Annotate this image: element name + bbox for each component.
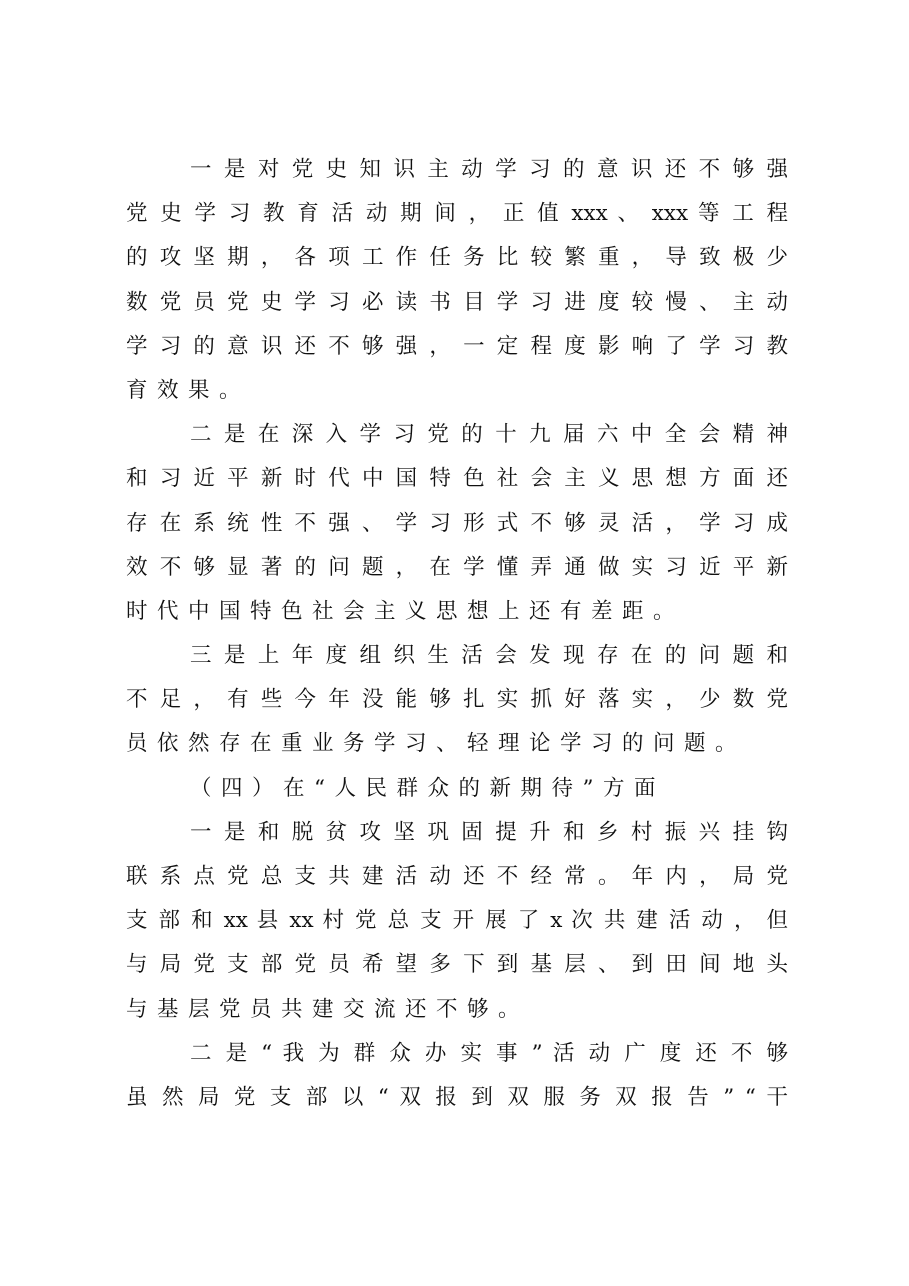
text-line: 与基层党员共建交流还不够。 — [126, 996, 530, 1022]
text-line: 与 局 党 支 部 党 员 希 望 多 下 到 基 层 、 到 田 间 地 头 — [126, 952, 788, 978]
text-line: 二 是 “ 我 为 群 众 办 实 事 ” 活 动 广 度 还 不 够 — [190, 1040, 788, 1066]
text-line: 不 足 ， 有 些 今 年 没 能 够 扎 实 抓 好 落 实 ， 少 数 党 — [126, 687, 788, 713]
text-line: 数 党 员 党 史 学 习 必 读 书 目 学 习 进 度 较 慢 、 主 动 — [126, 289, 788, 315]
text-line: 时代中国特色社会主义思想上还有差距。 — [126, 598, 685, 624]
text-line: 支 部 和 xx 县 xx 村 党 总 支 开 展 了 x 次 共 建 活 动 ， 但 — [126, 908, 788, 934]
text-line: 党 史 学 习 教 育 活 动 期 间 ， 正 值 xxx 、 xxx 等 工 程 — [126, 201, 788, 227]
text-line: 育效果。 — [126, 377, 251, 403]
text-line: 虽 然 局 党 支 部 以 “ 双 报 到 双 服 务 双 报 告 ” “ 干 — [126, 1084, 788, 1110]
text-line: 三 是 上 年 度 组 织 生 活 会 发 现 存 在 的 问 题 和 — [190, 643, 788, 669]
text-line: （四）在“人民群众的新期待”方面 — [190, 775, 665, 801]
text-line: 的 攻 坚 期 ， 各 项 工 作 任 务 比 较 繁 重 ， 导 致 极 少 — [126, 245, 788, 271]
text-line: 员依然存在重业务学习、轻理论学习的问题。 — [126, 731, 747, 757]
text-line: 一 是 对 党 史 知 识 主 动 学 习 的 意 识 还 不 够 强 — [190, 157, 788, 182]
text-line: 一 是 和 脱 贫 攻 坚 巩 固 提 升 和 乡 村 振 兴 挂 钩 — [190, 819, 788, 845]
text-line: 二 是 在 深 入 学 习 党 的 十 九 届 六 中 全 会 精 神 — [190, 422, 788, 448]
text-line: 和 习 近 平 新 时 代 中 国 特 色 社 会 主 义 思 想 方 面 还 — [126, 466, 788, 492]
text-line: 存 在 系 统 性 不 强 、 学 习 形 式 不 够 灵 活 ， 学 习 成 — [126, 510, 788, 536]
text-line: 联 系 点 党 总 支 共 建 活 动 还 不 经 常 。 年 内 ， 局 党 — [126, 864, 788, 889]
text-line: 学 习 的 意 识 还 不 够 强 ， 一 定 程 度 影 响 了 学 习 教 — [126, 333, 788, 359]
document-body — [126, 148, 788, 1120]
text-line: 效 不 够 显 著 的 问 题 ， 在 学 懂 弄 通 做 实 习 近 平 新 — [126, 554, 788, 580]
